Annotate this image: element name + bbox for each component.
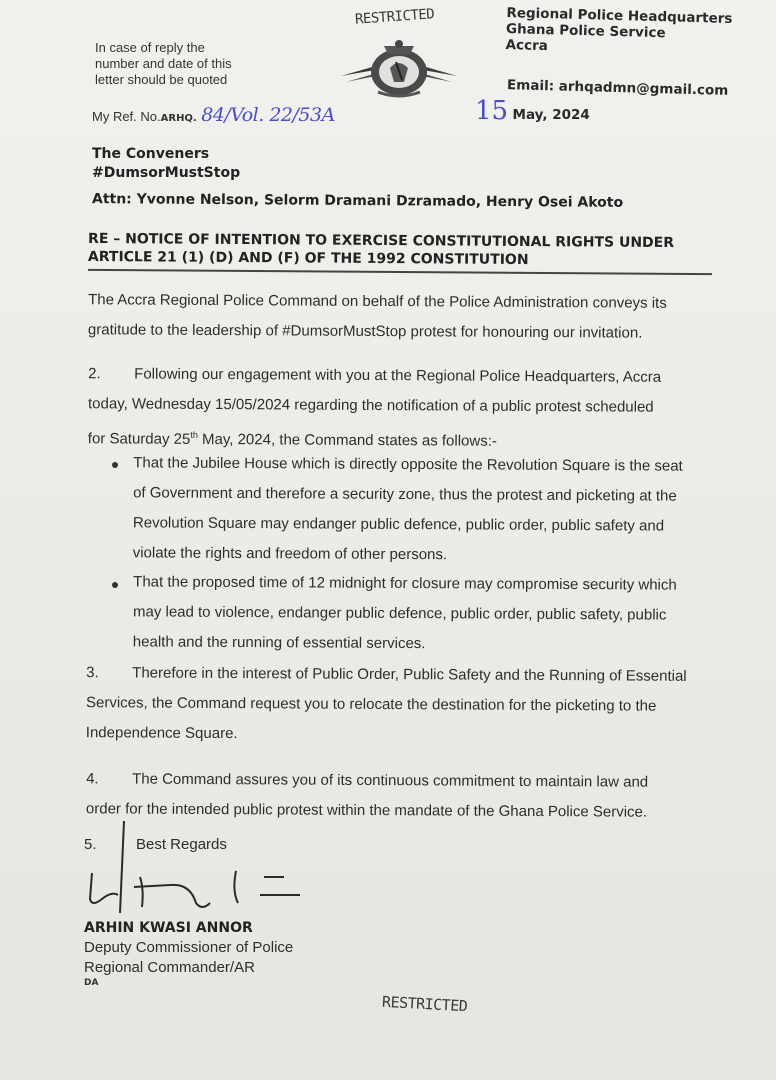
p5-number: 5.: [84, 836, 97, 853]
subject-line-1: RE – NOTICE OF INTENTION TO EXERCISE CONSTITUTIONAL RIGHTS UNDER: [88, 230, 675, 252]
police-crest-emblem: [338, 32, 460, 98]
b1-line-2: of Government and therefore a security zone, thus the protest and picketing at the: [133, 484, 677, 505]
signatory-block: [84, 918, 293, 988]
p4-number: 4.: [86, 770, 99, 788]
p2-line-3a: for Saturday 25: [87, 430, 191, 448]
reply-line-3: letter should be quoted: [95, 72, 228, 87]
bullet-marker-2: [112, 582, 118, 588]
subject-line-2: ARTICLE 21 (1) (D) AND (F) OF THE 1992 CONSTITUTION: [87, 248, 529, 269]
reply-line-1: In case of reply the: [95, 40, 205, 55]
p2-line-1: Following our engagement with you at the Regional Police Headquarters, Accra: [134, 365, 662, 386]
subject-underline: [88, 269, 712, 275]
p2-line-3b: May, 2024, the Command states as follows:-: [197, 430, 497, 450]
paragraph-3: [86, 658, 687, 752]
p1-line-1: The Accra Regional Police Command on behalf of the Police Administration conveys its: [88, 291, 667, 312]
ref-label: My Ref. No.: [92, 109, 161, 124]
b2-line-1: That the proposed time of 12 midnight for closure may compromise security which: [133, 573, 677, 594]
subject-heading: [88, 230, 674, 270]
typist-initials: DA: [84, 978, 99, 988]
b2-line-3: health and the running of essential services.: [132, 633, 426, 653]
hq-address: [505, 5, 732, 59]
signature-mark: [78, 815, 318, 925]
p3-line-3: Independence Square.: [85, 724, 238, 743]
p3-line-2: Services, the Command request you to relocate the destination for the picketing to the: [85, 694, 657, 715]
hq-email: Email: arhqadmn@gmail.com: [506, 77, 729, 99]
p2-line-2: today, Wednesday 15/05/2024 regarding the notification of a public protest scheduled: [87, 395, 654, 416]
signatory-title-2: Regional Commander/AR: [84, 959, 255, 976]
reply-line-2: number and date of this: [95, 56, 232, 71]
letter-date: [475, 96, 590, 126]
hq-line-2: Ghana Police Service: [505, 21, 666, 42]
bullet-2: [133, 567, 677, 660]
p4-line-2: order for the intended public protest within the mandate of the Ghana Police Service.: [85, 800, 648, 821]
ref-prefix: ARHQ.: [160, 113, 197, 124]
p4-first-line: [86, 764, 648, 797]
bullet-1: [133, 448, 683, 571]
p2-number: 2.: [88, 365, 101, 383]
b1-line-4: violate the rights and freedom of other persons.: [132, 544, 448, 564]
classification-bottom: RESTRICTED: [381, 992, 468, 1016]
p3-line-1: Therefore in the interest of Public Order, Public Safety and the Running of Essential: [132, 664, 687, 685]
b1-line-3: Revolution Square may endanger public defence, public order, public safety and: [132, 514, 665, 535]
p5-closing: Best Regards: [136, 836, 227, 853]
paragraph-1: [88, 285, 667, 349]
paragraph-2: [88, 359, 662, 457]
classification-top: RESTRICTED: [354, 6, 435, 28]
date-month-year: May, 2024: [512, 107, 590, 123]
p2-first-line: [88, 359, 661, 392]
addressee-line-1: The Conveners: [92, 146, 210, 162]
p4-line-1: The Command assures you of its continuous commitment to maintain law and: [132, 770, 649, 791]
attention-line: Attn: Yvonne Nelson, Selorm Dramani Dzramado, Henry Osei Akoto: [91, 191, 624, 211]
addressee-line-2: #DumsorMustStop: [92, 165, 241, 181]
addressee-block: [92, 145, 240, 183]
b2-line-2: may lead to violence, endanger public defence, public order, public safety, public: [132, 603, 667, 624]
bullet-marker-1: [112, 462, 118, 468]
signatory-title-1: Deputy Commissioner of Police: [84, 939, 294, 956]
hq-line-1: Regional Police Headquarters: [506, 5, 733, 27]
p2-ordinal-suffix: th: [190, 429, 198, 440]
hq-line-3: Accra: [505, 37, 549, 55]
p3-number: 3.: [86, 664, 99, 682]
date-day-handwritten: 15: [475, 96, 509, 126]
ref-handwritten: 84/Vol. 22/53A: [201, 104, 335, 126]
signatory-name: ARHIN KWASI ANNOR: [84, 920, 253, 936]
reply-instruction: [95, 40, 232, 88]
b1-line-1: That the Jubilee House which is directly opposite the Revolution Square is the seat: [133, 454, 683, 475]
p3-first-line: [86, 658, 687, 692]
reference-number: [92, 104, 335, 126]
p1-line-2: gratitude to the leadership of #DumsorMustStop protest for honouring our invitation.: [87, 321, 643, 342]
